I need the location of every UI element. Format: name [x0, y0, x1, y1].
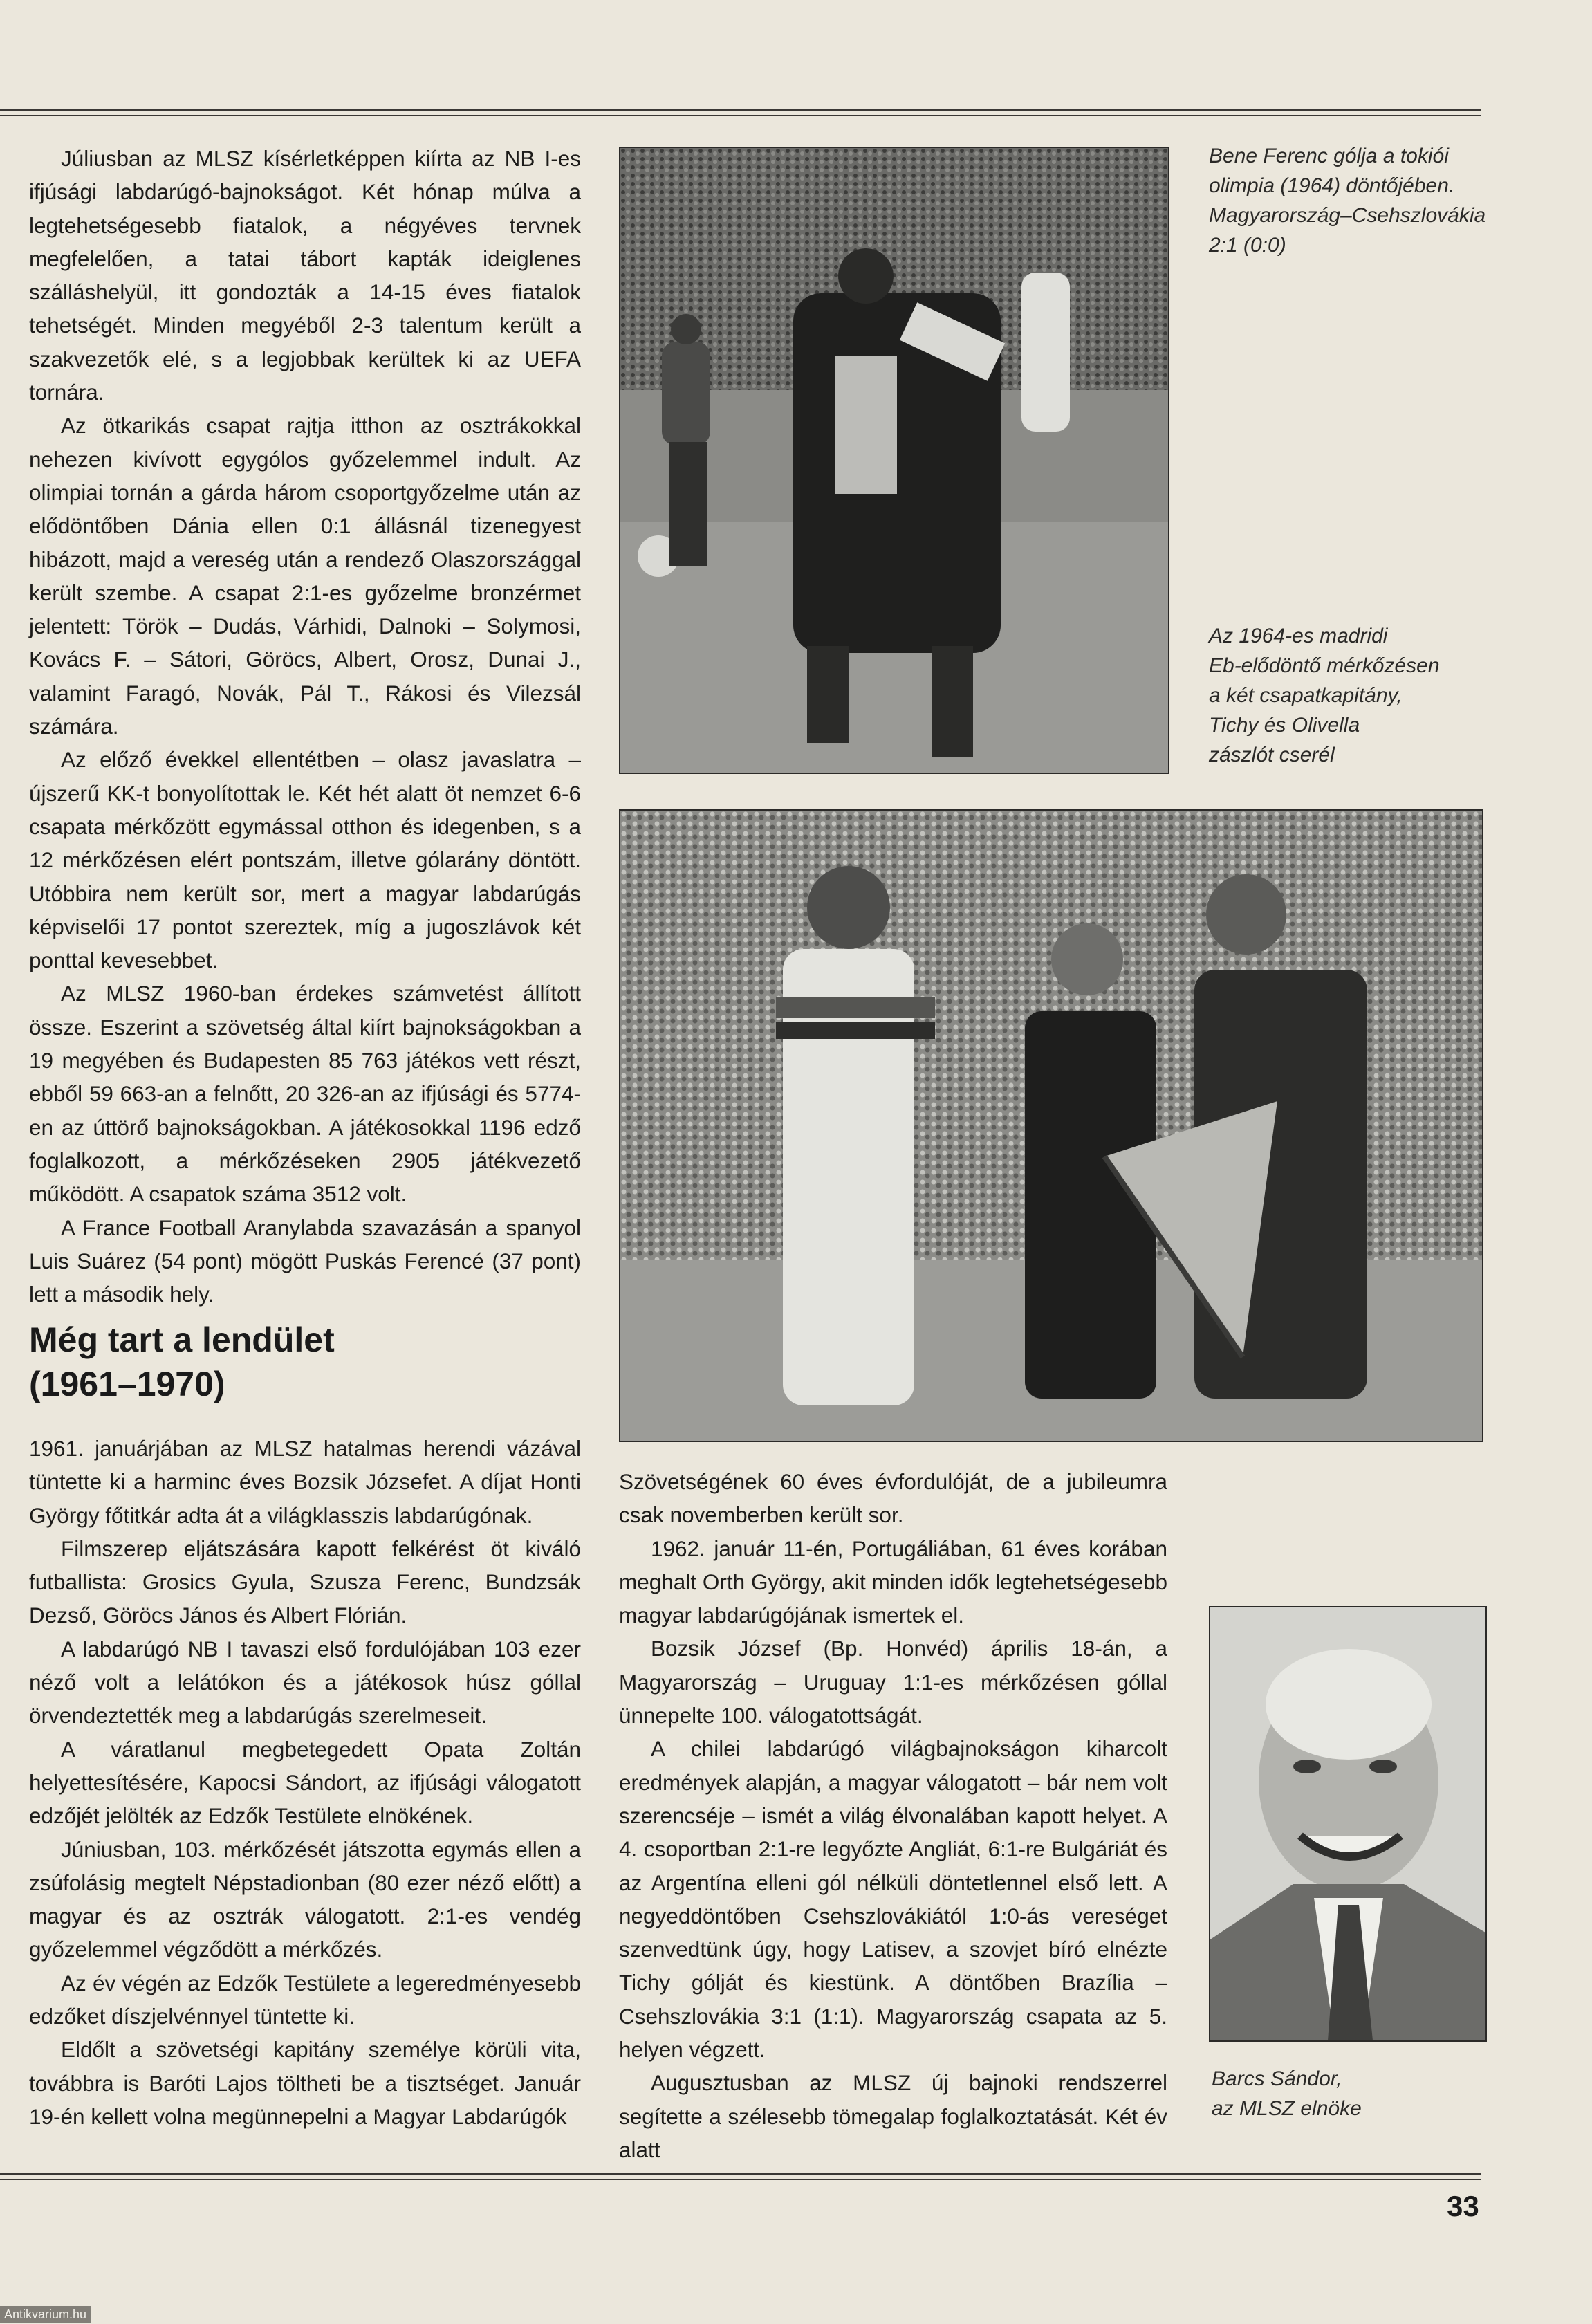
left-column-top-text	[29, 142, 581, 1311]
caption-line: Magyarország–Csehszlovákia	[1209, 204, 1486, 227]
section-heading-title: Még tart a lendület	[29, 1320, 335, 1359]
paragraph: Bozsik József (Bp. Honvéd) április 18-án, a Magyarország – Uruguay 1:1-es mérkőzésen góllal ünnepelte 100. válogatottságát.	[619, 1636, 1167, 1728]
paragraph: A váratlanul megbetegedett Opata Zoltán helyettesítésére, Kapocsi Sándort, az ifjúsági válogatott edzőjét jelölték az Edzők Testülete elnökének.	[29, 1736, 581, 1829]
photo-captains-image	[620, 811, 1482, 1441]
photo-captains-pennant	[619, 809, 1483, 1442]
bottom-rule-thin	[0, 2179, 1481, 2180]
paragraph: Szövetségének 60 éves évfordulóját, de a jubileumra csak novemberben került sor.	[619, 1469, 1167, 1528]
middle-column-bottom-text	[619, 1465, 1167, 2166]
caption-photo-captains	[1209, 621, 1485, 770]
paragraph: Az év végén az Edzők Testülete a legeredményesebb edzőket díszjelvénnyel tüntette ki.	[29, 1970, 581, 2029]
paragraph: Filmszerep eljátszására kapott felkérést öt kiváló futballista: Grosics Gyula, Szusza Ferenc, Bundzsák Dezső, Göröcs János és Albert Flórián.	[29, 1536, 581, 1628]
photo-goal-image	[620, 148, 1168, 773]
caption-line: Bene Ferenc gólja a tokiói	[1209, 145, 1449, 167]
paragraph: A labdarúgó NB I tavaszi első fordulójában 103 ezer néző volt a lelátókon és a játékosok húsz góllal örvendeztették meg a labdarúgás szerelmeseit.	[29, 1636, 581, 1728]
paragraph: 1961. januárjában az MLSZ hatalmas herendi vázával tüntette ki a harminc éves Bozsik Józsefet. A díjat Honti György főtitkár adta át a világklasszis labdarúgónak.	[29, 1436, 581, 1528]
caption-line: Tichy és Olivella	[1209, 714, 1360, 737]
section-heading-years: (1961–1970)	[29, 1365, 225, 1403]
photo-goal-tokyo	[619, 147, 1169, 774]
caption-line: Az 1964-es madridi	[1209, 625, 1388, 647]
caption-photo-portrait	[1212, 2064, 1488, 2123]
caption-line: Barcs Sándor,	[1212, 2067, 1342, 2090]
paragraph: Az előző évekkel ellentétben – olasz javaslatra – újszerű KK-t bonyolítottak le. Két hét alatt öt nemzet 6-6 csapata mérkőzött egymással otthon és idegenben, s a 12 mérkőzésen elért pontszám, illetve gólarány döntött. Utóbbira nem került sor, mert a magyar labdarúgás képviselői 17 pontot szereztek, míg a jugoszlávok két ponttal kevesebbet.	[29, 747, 581, 973]
caption-line: 2:1 (0:0)	[1209, 234, 1286, 257]
section-heading	[29, 1318, 596, 1406]
page-number: 33	[1447, 2190, 1479, 2222]
left-column-bottom-text	[29, 1432, 581, 2133]
paragraph: A France Football Aranylabda szavazásán a spanyol Luis Suárez (54 pont) mögött Puskás Ferencé (37 pont) lett a második hely.	[29, 1215, 581, 1307]
top-rule	[0, 109, 1481, 111]
top-rule-thin	[0, 115, 1481, 116]
photo-portrait-image	[1210, 1607, 1485, 2040]
watermark: Antikvarium.hu	[0, 2306, 91, 2323]
paragraph: A chilei labdarúgó világbajnokságon kiharcolt eredmények alapján, a magyar válogatott – bár nem volt szerencséje – ismét a világ élvonalában kapott helyet. A 4. csoportban 2:1-re legyőzte Angliát, 6:1-re Bulgáriát és az Argentína elleni gól nélküli döntetlennel első lett. A negyeddöntőben Csehszlovákiától 1:0-ás vereséget szenvedtünk úgy, hogy Latisev, a szovjet bíró elnézte Tichy gólját és kiestünk. A döntőben Brazília – Csehszlovákia 3:1 (1:1). Magyarország csapata az 5. helyen végzett.	[619, 1736, 1167, 2063]
paragraph: Júliusban az MLSZ kísérletképpen kiírta az NB I-es ifjúsági labdarúgó-bajnokságot. Két hónap múlva a legtehetségesebb fiatalok, a négyéves tervnek megfelelően, a tatai tábort kapták ideiglenes szálláshelyül, itt gondozták a 14-15 éves fiatalok tehetségét. Minden megyéből 2-3 talentum került a szakvezetők elé, s a legjobbak kerültek ki az UEFA tornára.	[29, 146, 581, 405]
paragraph: Az MLSZ 1960-ban érdekes számvetést állított össze. Eszerint a szövetség által kiírt bajnokságokban a 19 megyében és Budapesten 85 763 játékos vett részt, ebből 59 663-an a felnőtt, 20 326-an az ifjúsági és 5774-en az úttörő bajnokságokban. A játékosokkal 1196 edző foglalkozott, a mérkőzéseken 2905 játékvezető működött. A csapatok száma 3512 volt.	[29, 981, 581, 1207]
caption-line: az MLSZ elnöke	[1212, 2097, 1362, 2120]
caption-line: a két csapatkapitány,	[1209, 684, 1403, 707]
caption-photo-goal	[1209, 141, 1513, 260]
paragraph: 1962. január 11-én, Portugáliában, 61 éves korában meghalt Orth György, akit minden idők legtehetségesebb magyar labdarúgójának ismertek el.	[619, 1536, 1167, 1628]
photo-portrait-barcs	[1209, 1606, 1487, 2042]
caption-line: Eb-elődöntő mérkőzésen	[1209, 654, 1440, 677]
bottom-rule	[0, 2173, 1481, 2175]
caption-line: zászlót cserél	[1209, 744, 1335, 766]
paragraph: Eldőlt a szövetségi kapitány személye körüli vita, továbbra is Baróti Lajos töltheti be a tisztséget. Január 19-én kellett volna megünnepelni a Magyar Labdarúgók	[29, 2037, 581, 2129]
paragraph: Júniusban, 103. mérkőzését játszotta egymás ellen a zsúfolásig megtelt Népstadionban (80 ezer néző előtt) a magyar és az osztrák válogatott. 2:1-es vendég győzelemmel végződött a mérkőzés.	[29, 1836, 581, 1962]
paragraph: Augusztusban az MLSZ új bajnoki rendszerrel segítette a szélesebb tömegalap foglalkoztatását. Két év alatt	[619, 2070, 1167, 2162]
paragraph: Az ötkarikás csapat rajtja itthon az osztrákokkal nehezen kivívott egygólos győzelemmel indult. Az olimpiai tornán a gárda három csoportgyőzelme után az elődöntőben Dánia ellen 0:1 állásnál tizenegyest hibázott, majd a vereség után a rendező Olaszországgal került szembe. A csapat 2:1-es győzelme bronzérmet jelentett: Török – Dudás, Várhidi, Dalnoki – Solymosi, Kovács F. – Sátori, Göröcs, Albert, Orosz, Dunai J., valamint Faragó, Novák, Pál T., Rákosi és Vilezsál számára.	[29, 413, 581, 739]
caption-line: olimpia (1964) döntőjében.	[1209, 174, 1455, 197]
